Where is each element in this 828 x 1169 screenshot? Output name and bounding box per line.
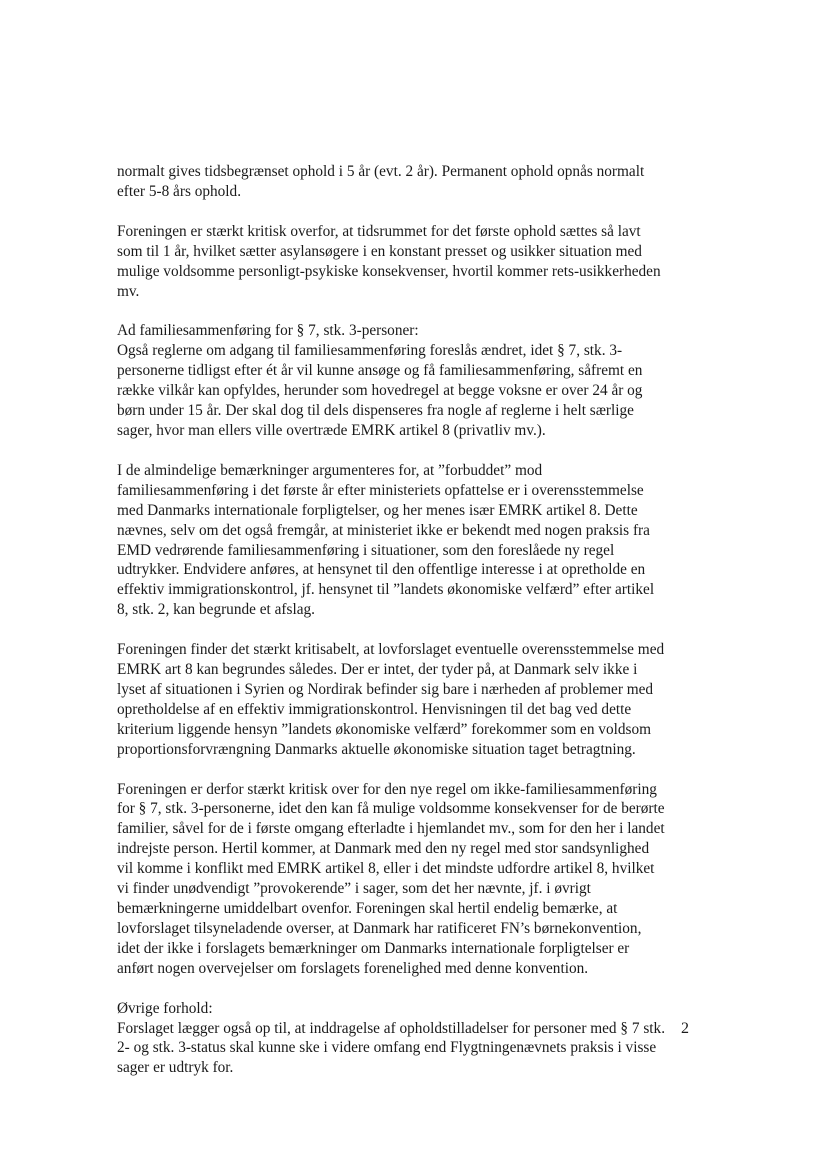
text-line: Forslaget lægger også op til, at inddragelse af opholdstilladelser for personer med § 7 stk. (117, 1019, 666, 1037)
text-line: kriterium liggende hensyn ”landets økonomiske velfærd” forekommer som en voldsom (117, 720, 652, 738)
text-line: familiesammenføring i det første år efter ministeriets opfattelse er i overensstemmelse (117, 481, 644, 499)
text-line: Foreningen finder det stærkt kritisabelt, at lovforslaget eventuelle overensstemmelse med (117, 641, 665, 659)
text-line: effektiv immigrationskontrol, jf. hensynet til ”landets økonomiske velfærd” efter artikel (117, 581, 655, 599)
paragraph (117, 162, 717, 202)
text-line: normalt gives tidsbegrænset ophold i 5 år (evt. 2 år). Permanent ophold opnås normalt (117, 163, 645, 180)
text-line: idet der ikke i forslagets bemærkninger om Danmarks internationale forpligtelser er (117, 939, 630, 957)
text-line: efter 5-8 års ophold. (117, 182, 242, 200)
paragraph (117, 780, 717, 979)
paragraph (117, 321, 717, 440)
text-line: sager er udtryk for. (117, 1059, 234, 1077)
text-line: Foreningen er derfor stærkt kritisk over for den nye regel om ikke-familiesammenføring (117, 780, 657, 798)
text-line: proportionsforvrængning Danmarks aktuelle økonomiske situation taget betragtning. (117, 740, 636, 758)
text-line: Også reglerne om adgang til familiesammenføring foreslås ændret, idet § 7, stk. 3- (117, 342, 623, 360)
text-line: for § 7, stk. 3-personerne, idet den kan få mulige voldsomme konsekvenser for de berørte (117, 800, 665, 818)
text-line: 8, stk. 2, kan begrunde et afslag. (117, 601, 315, 619)
text-line: vi finder unødvendigt ”provokerende” i sager, som det her nævnte, jf. i øvrigt (117, 880, 591, 898)
text-line: EMD vedrørende familiesammenføring i situationer, som den foreslåede ny regel (117, 541, 615, 559)
text-line: anført nogen overvejelser om forslagets forenelighed med denne konvention. (117, 959, 589, 977)
text-line: indrejste person. Hertil kommer, at Danmark med den ny regel med stor sandsynlighed (117, 840, 650, 858)
text-line: 2- og stk. 3-status skal kunne ske i videre omfang end Flygtningenævnets praksis i visse (117, 1039, 657, 1057)
text-line: Ad familiesammenføring for § 7, stk. 3-personer: (117, 322, 419, 340)
paragraph (117, 640, 717, 759)
page-number: 2 (681, 1020, 689, 1037)
text-line: familier, såvel for de i første omgang efterladte i hjemlandet mv., som for den her i landet (117, 820, 665, 838)
text-line: lyset af situationen i Syrien og Nordirak befinder sig bare i nærheden af problemer med (117, 680, 654, 698)
text-line: Foreningen er stærkt kritisk overfor, at tidsrummet for det første ophold sættes så lavt (117, 222, 641, 240)
text-line: bemærkningerne umiddelbart ovenfor. Foreningen skal hertil endelig bemærke, at (117, 900, 618, 917)
text-line: nævnes, selv om det også fremgår, at ministeriet ikke er bekendt med nogen praksis fra (117, 521, 650, 539)
paragraph (117, 999, 717, 1079)
text-line: lovforslaget tilsyneladende overser, at Danmark har ratificeret FN’s børnekonvention, (117, 919, 642, 937)
paragraph (117, 222, 717, 302)
text-line: som til 1 år, hvilket sætter asylansøgere i en konstant presset og usikker situation med (117, 242, 642, 260)
text-line: række vilkår kan opfyldes, herunder som hovedregel at begge voksne er over 24 år og (117, 382, 643, 400)
text-line: vil komme i konflikt med EMRK artikel 8, eller i det mindste udfordre artikel 8, hvilket (117, 860, 655, 878)
text-line: med Danmarks internationale forpligtelser, og her menes især EMRK artikel 8. Dette (117, 501, 638, 519)
text-line: personerne tidligst efter ét år vil kunne ansøge og få familiesammenføring, såfremt en (117, 362, 643, 380)
text-line: opretholdelse af en effektiv immigrationskontrol. Henvisningen til det bag ved dette (117, 700, 632, 718)
text-line: udtrykker. Endvidere anføres, at hensynet til den offentlige interesse i at opretholde en (117, 561, 646, 579)
text-line: EMRK art 8 kan begrundes således. Der er intet, der tyder på, at Danmark selv ikke i (117, 661, 638, 679)
paragraph (117, 461, 717, 620)
text-line: mulige voldsomme personligt-psykiske konsekvenser, hvortil kommer rets-usikkerheden (117, 262, 661, 280)
text-line: mv. (117, 282, 140, 300)
text-line: sager, hvor man ellers ville overtræde EMRK artikel 8 (privatliv mv.). (117, 421, 546, 439)
document-body (117, 162, 717, 1098)
text-line: børn under 15 år. Der skal dog til dels dispenseres fra nogle af reglerne i helt særlige (117, 402, 634, 420)
text-line: Øvrige forhold: (117, 999, 213, 1017)
text-line: I de almindelige bemærkninger argumenteres for, at ”forbuddet” mod (117, 461, 543, 479)
